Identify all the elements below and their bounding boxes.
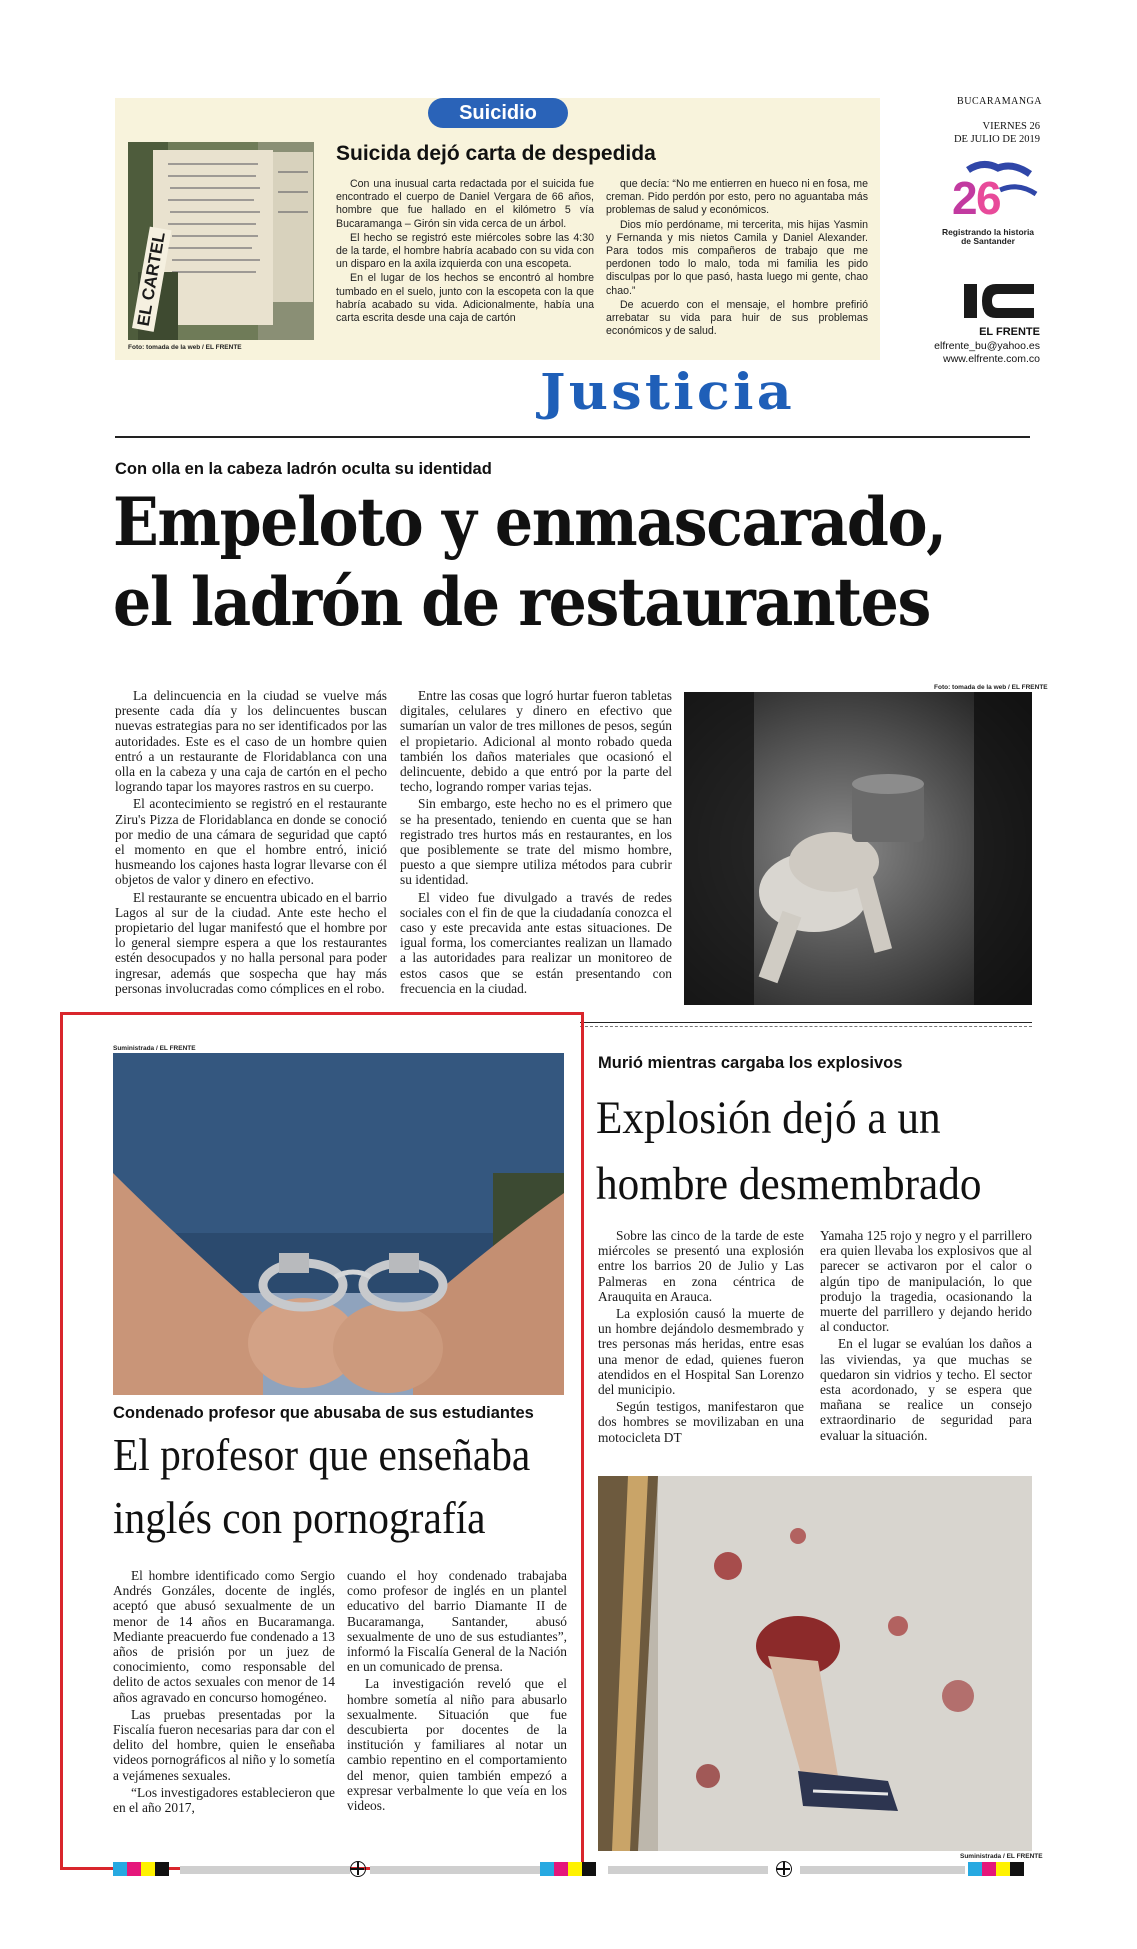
elfrente-logo [962,280,1037,322]
anniversary-text: Registrando la historia de Santander [941,227,1035,246]
ef-logo-icon [962,280,1037,322]
gray-bar-left [180,1866,350,1874]
main-headline-line2: el ladrón de restaurantes [113,563,930,641]
paragraph: Según testigos, manifestaron que dos hombres se movilizaban en una motocicleta DT [598,1399,804,1445]
section-title: Justicia [540,362,795,421]
color-bar-right [968,1862,1024,1876]
explosion-headline-line1: Explosión dejó a un [596,1092,941,1144]
gray-bar-mid-left [370,1866,540,1874]
suicidio-col2 [606,178,868,339]
profesor-col2 [347,1568,567,1815]
color-bar-mid [540,1862,596,1876]
crosshair-icon [776,1861,792,1877]
main-photo-credit: Foto: tomada de la web / EL FRENTE [934,684,1048,691]
paragraph: Las pruebas presentadas por la Fiscalía fueron necesarias para dar con el delito del hombre, quien le enseñaba videos pornográficos al niño y lo sometía a vejámenes sexuales. [113,1706,335,1783]
main-kicker: Con olla en la cabeza ladrón oculta su identidad [115,460,492,478]
handcuffs-photo [113,1053,564,1395]
anniversary-logo [938,160,1038,250]
svg-text:6: 6 [976,172,1002,224]
explosion-col1 [598,1228,804,1447]
main-col1 [115,688,387,998]
explosion-scene-image [598,1476,1032,1851]
suicidio-photo [128,142,314,340]
explosion-headline-line2: hombre desmembrado [596,1158,982,1210]
color-bar-left [113,1862,169,1876]
suicidio-photo-credit: Foto: tomada de la web / EL FRENTE [128,344,242,351]
paragraph: De acuerdo con el mensaje, el hombre prefirió arrebatar su vida para huir de sus problemas económicos y de salud. [606,298,868,338]
paragraph: El restaurante se encuentra ubicado en el barrio Lagos al sur de la ciudad. Ante este hecho el propietario del lugar manifestó que el hombre por lo general siempre espera a que los restaurantes estén desocupados y no halla personal para poder ingresar, además que sospecha que hay más personas involucradas como cómplices en el robo. [115,889,387,996]
paragraph: En el lugar de los hechos se encontró al hombre tumbado en el suelo, junto con la escopeta con la que habría acabado su vida. Adicionalmente, había una carta escrita desde una caja de cartón [336,272,594,325]
handcuffs-image [113,1053,564,1395]
suicidio-tag: Suicidio [428,98,568,128]
paragraph: El video fue divulgado a través de redes sociales con el fin de que la ciudadanía conozca el caso y este precavida ante estas situaciones. De igual forma, los comerciantes realizan un llamado a las autoridades para realizar un monitoreo de estos casos que se están presentando con frecuencia en la ciudad. [400,889,672,996]
paragraph: La delincuencia en la ciudad se vuelve más presente cada día y los delincuentes buscan nuevas estrategias para no ser identificados por las autoridades. Este es el caso de un hombre quien entró a un restaurante de Floridablanca con una olla en la cabeza y una caja de cartón en el pecho logrando tapar los mayores rastros en su cuerpo. [115,688,387,795]
profesor-photo-credit: Suministrada / EL FRENTE [113,1045,196,1052]
suicidio-headline: Suicida dejó carta de despedida [336,142,656,165]
anniversary-26-icon [938,160,1038,224]
crosshair-icon [350,1861,366,1877]
paragraph: El hombre identificado como Sergio Andrés Gonzáles, docente de inglés, aceptó que abusó sexualmente de un menor de 14 años en Bucaramanga. Mediante preacuerdo fue condenado a 13 años de prisión por un juez de conocimiento, como responsable del delito de actos sexuales con menor de 14 años agravado en concurso homogéneo. [113,1568,335,1705]
explosion-photo-credit: Suministrada / EL FRENTE [960,1853,1043,1860]
date-line-1: VIERNES 26 [982,121,1040,132]
paragraph: Con una inusual carta redactada por el suicida fue encontrado el cuerpo de Daniel Vergara de 66 años, hombre que fue hallado en el kilómetro 5 vía Bucaramanga – Girón sin vida cerca de un árbol. [336,178,594,230]
contact-website[interactable]: www.elfrente.com.co [943,353,1040,365]
paragraph: El hecho se registró este miércoles sobre las 4:30 de la tarde, el hombre habría acabado con su vida con un disparo en la axila izquierda con una escopeta. [336,231,594,271]
thief-photo [684,692,1032,1005]
contact-email[interactable]: elfrente_bu@yahoo.es [934,340,1040,352]
gray-bar-mid-right [608,1866,768,1874]
cctv-thief-image [684,692,1032,1005]
paragraph: Sobre las cinco de la tarde de este miércoles se presentó una explosión entre los barrios 20 de Julio y Las Palmeras en zona céntrica de Arauquita en Arauca. [598,1228,804,1304]
paragraph: que decía: “No me entierren en hueco ni en fosa, me creman. Pido perdón por esto, pero no aguantaba más problemas de salud y económicos. [606,178,868,217]
suicidio-col1 [336,178,594,326]
profesor-headline-line2: inglés con pornografía [113,1492,486,1543]
paragraph: La explosión causó la muerte de un hombre dejándolo desmembrado y tres personas más heridas, entre esas una menor de edad, quienes fueron atendidos en el Hospital San Lorenzo del municipio. [598,1306,804,1398]
paragraph: cuando el hoy condenado trabajaba como profesor de inglés en un plantel educativo del barrio Diamante II de Bucaramanga, Santander, abusó sexualmente de uno de sus estudiantes”, informó la Fiscalía General de la Nación en un comunicado de prensa. [347,1568,567,1675]
profesor-kicker: Condenado profesor que abusaba de sus estudiantes [113,1404,534,1422]
svg-text:2: 2 [952,172,978,224]
explosion-col2 [820,1228,1032,1445]
explosion-photo [598,1476,1032,1851]
dashed-divider [580,1026,1032,1027]
date-line-2: DE JULIO DE 2019 [953,134,1040,145]
paragraph: La investigación reveló que el hombre sometía al niño para abusarlo sexualmente. Situación que fue descubierta por docentes de la institución y familiares al notar un cambio repentino en el comportamiento del menor, quien también empezó a expresar verbalmente lo que veía en los videos. [347,1676,567,1814]
mid-divider [580,1022,1032,1023]
profesor-col1 [113,1568,335,1817]
paragraph: Yamaha 125 rojo y negro y el parrillero era quien llevaba los explosivos que al parecer se activaron por el calor o algún tipo de manipulación, lo que produjo la tragedia, ocasionando la muerte del parrillero y dejando herido al conductor. [820,1228,1032,1335]
profesor-headline-line1: El profesor que enseñaba [113,1429,531,1480]
paragraph: Sin embargo, este hecho no es el primero que se ha presentado, teniendo en cuenta que se han registrado tres hurtos más en restaurantes, en los que posiblemente se trate del mismo hombre, puesto a que siempre utiliza métodos para cubrir su identidad. [400,796,672,888]
main-col2 [400,688,672,998]
paragraph: Dios mío perdóname, mi tercerita, mis hijas Yasmin y Fernanda y mis nietos Camila y Daniel Alexander. Para todos mis compañeros de trabajo que me perdonen todo lo malo, toda mi familia les pido disculpas por lo que pasó, hasta luego mi gente, chao chao.” [606,218,868,297]
brand-name: EL FRENTE [979,326,1040,338]
gray-bar-right [800,1866,965,1874]
section-divider [115,436,1030,438]
city-label: BUCARAMANGA [957,96,1042,107]
photo-overlay-label: EL CARTEL [132,226,172,331]
main-headline-line1: Empeloto y enmascarado, [113,483,946,561]
paragraph: En el lugar se evalúan los daños a las viviendas, ya que muchas se quedaron sin vidrios y techo. El sector esta acordonado, y se espera que mañana se realice un consejo extraordinario de seguridad para evaluar la situación. [820,1336,1032,1443]
paragraph: “Los investigadores establecieron que en el año 2017, [113,1784,335,1816]
explosion-kicker: Murió mientras cargaba los explosivos [598,1054,903,1072]
paragraph: Entre las cosas que logró hurtar fueron tabletas digitales, celulares y dinero en efectivo que sumarían un valor de tres millones de pesos, según el propietario. Adicional al monto robado queda también los daños materiales que ocasionó el delincuente, debido a que entró por la parte del techo, logrando romper varias tejas. [400,688,672,795]
paragraph: El acontecimiento se registró en el restaurante Ziru's Pizza de Floridablanca en donde se conoció por medio de una cámara de seguridad que captó el momento en que el hombre entró, inició husmeando los cajones hasta lograr llevarse con él objetos de valor y dinero en efectivo. [115,796,387,888]
